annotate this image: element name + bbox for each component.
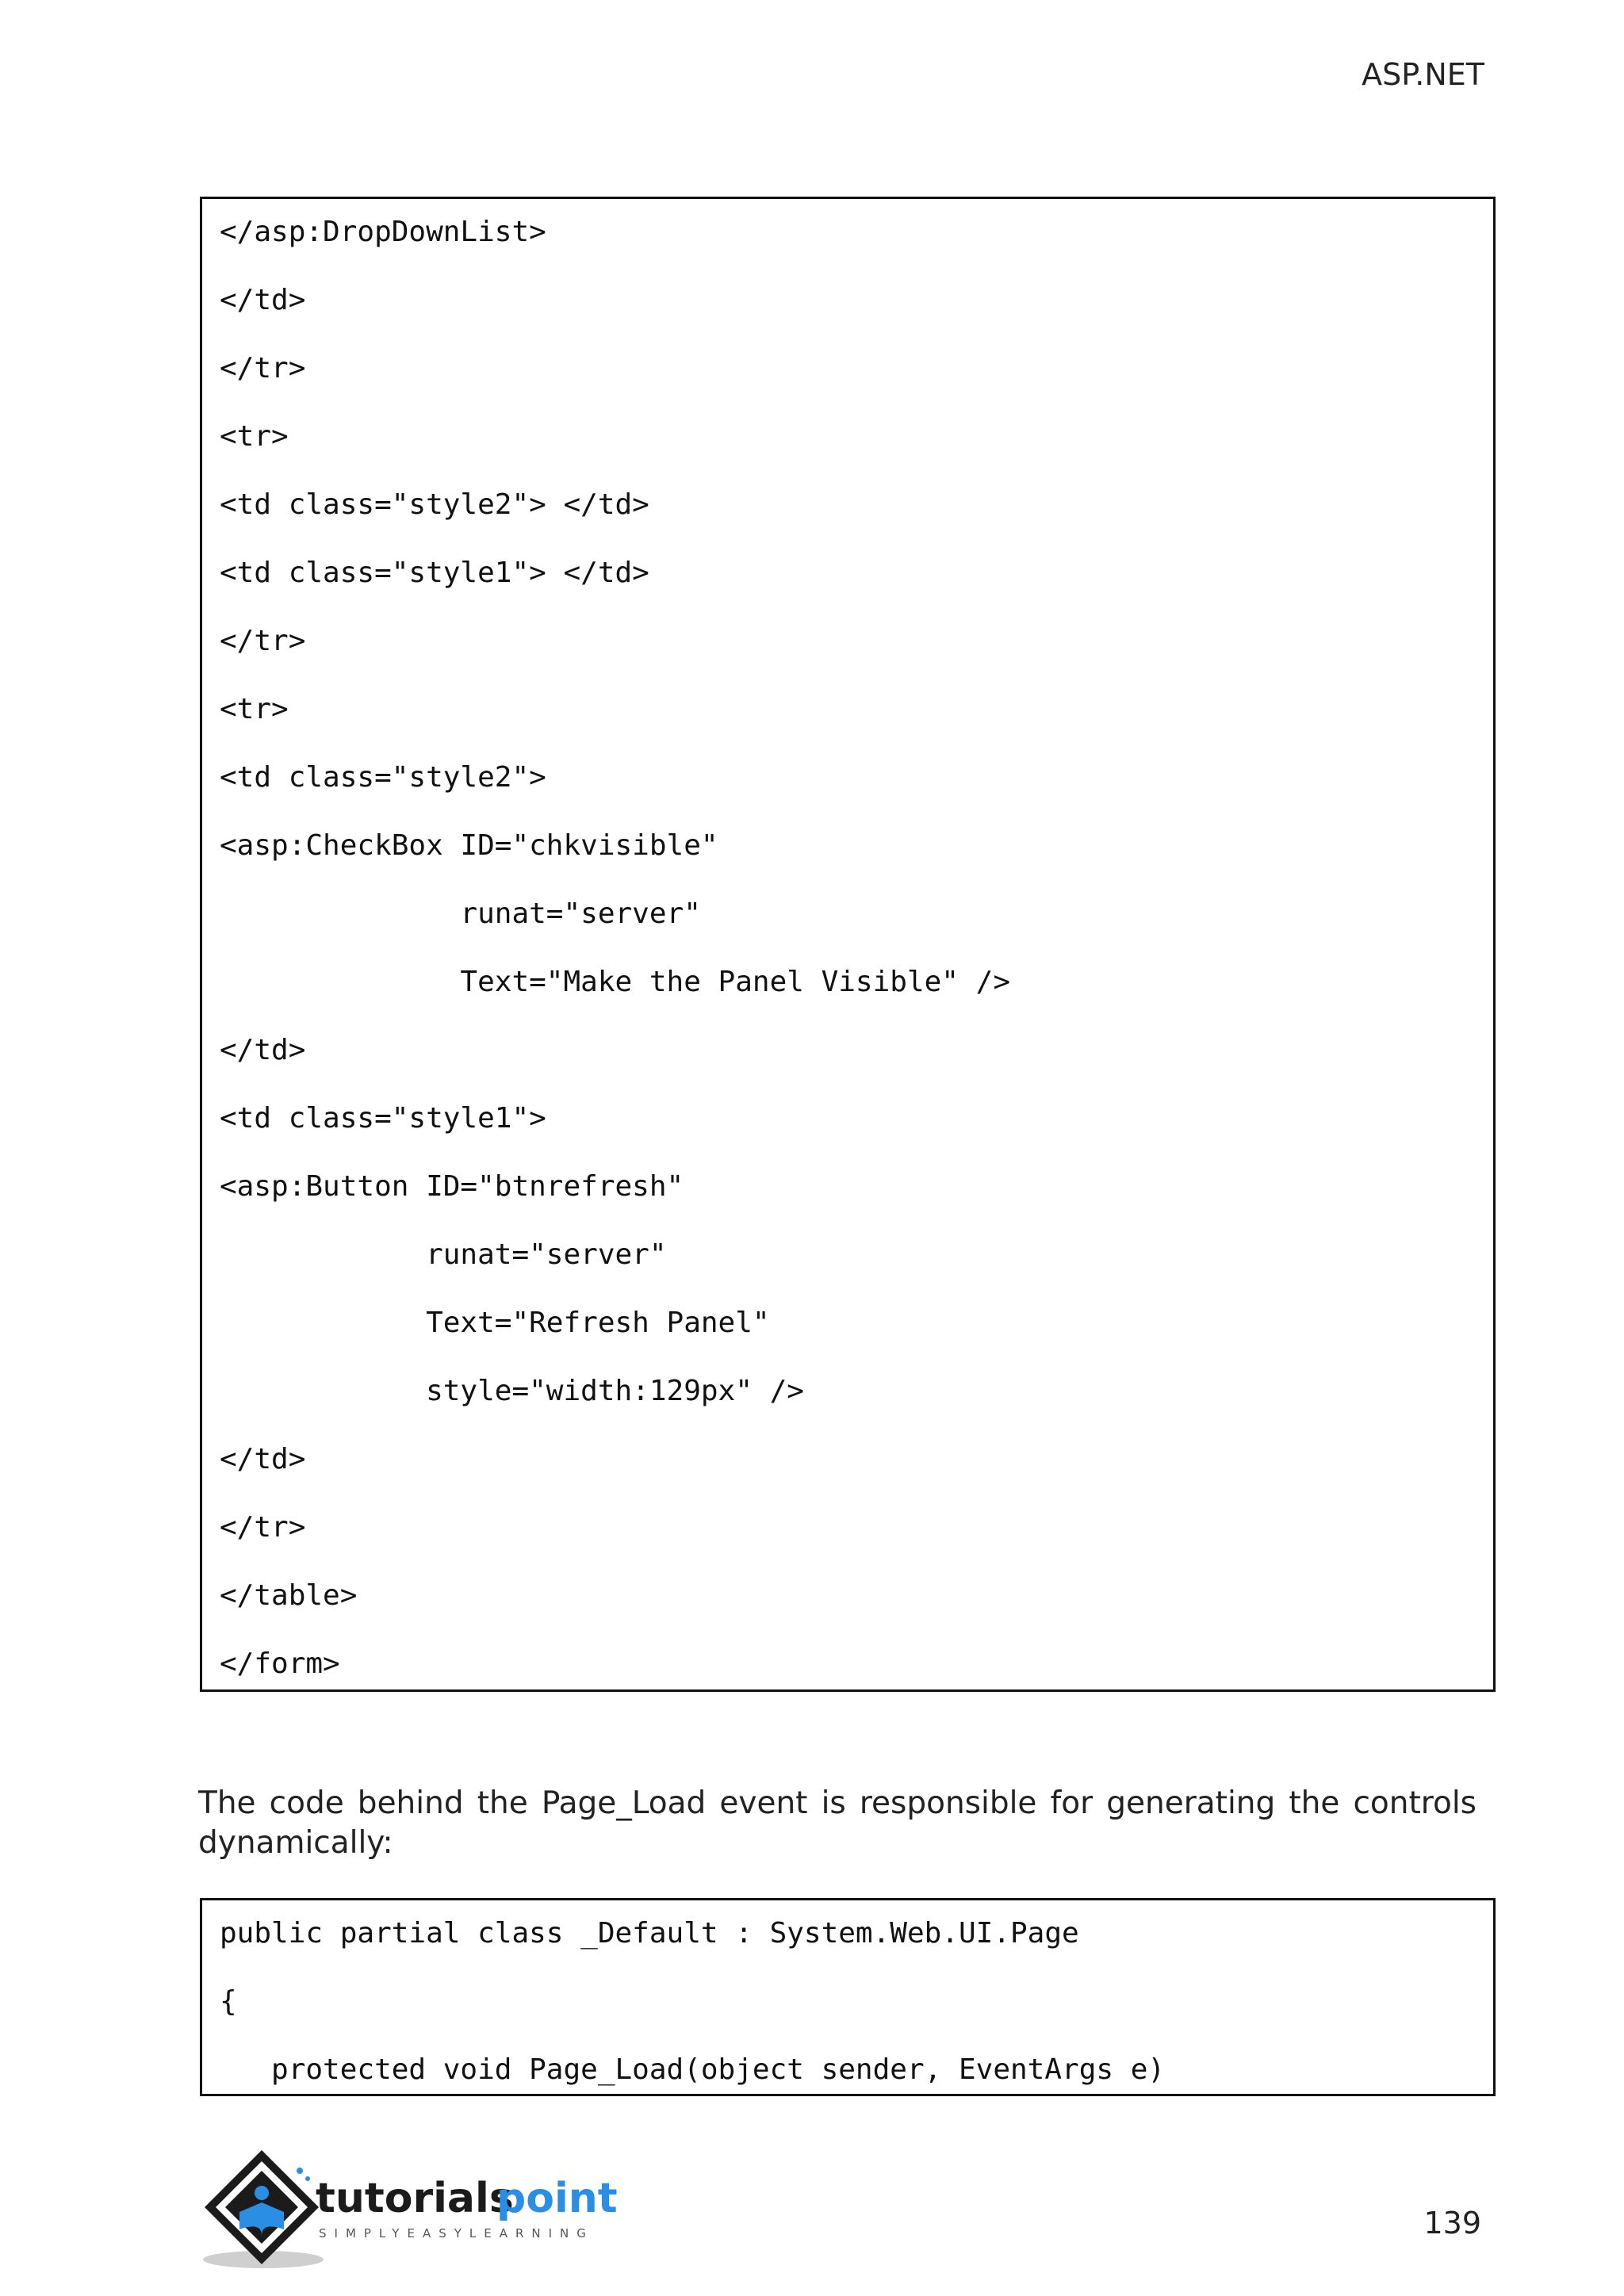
code-line: <td class="style1"> (220, 1102, 546, 1135)
code-line: public partial class _Default : System.Web.UI.Page (220, 1917, 1079, 1950)
code-line: </form> (220, 1647, 340, 1680)
code-line: runat="server" (220, 1238, 667, 1271)
page-number: 139 (1423, 2206, 1481, 2241)
code-line: </tr> (220, 352, 306, 385)
code-block-csharp (200, 1898, 1496, 2096)
logo-tagline: SIMPLYEASYLEARNING (319, 2226, 594, 2241)
code-line: </td> (220, 284, 306, 316)
code-line: Text="Make the Panel Visible" /> (220, 966, 1010, 998)
code-line: </table> (220, 1579, 358, 1612)
code-line: <td class="style1"> </td> (220, 557, 649, 589)
code-line: </td> (220, 1443, 306, 1475)
tutorialspoint-logo (198, 2147, 626, 2274)
code-line: <asp:CheckBox ID="chkvisible" (220, 829, 718, 862)
running-header: ASP.NET (1362, 57, 1484, 92)
body-paragraph: The code behind the Page_Load event is responsible for generating the controls dynamically: (198, 1785, 1477, 1861)
reader-head-icon (255, 2186, 269, 2200)
code-line: style="width:129px" /> (220, 1375, 804, 1407)
code-line: </tr> (220, 625, 306, 657)
code-line: <td class="style2"> (220, 761, 546, 794)
code-line: <td class="style2"> </td> (220, 488, 649, 521)
code-line: </td> (220, 1034, 306, 1066)
code-line: Text="Refresh Panel" (220, 1307, 770, 1339)
code-line: <tr> (220, 693, 289, 725)
logo-wordmark-blue: point (496, 2175, 618, 2222)
code-line: protected void Page_Load(object sender, EventArgs e) (220, 2053, 1166, 2086)
code-block-markup (200, 197, 1496, 1692)
code-line: { (220, 1985, 237, 2018)
code-line: </tr> (220, 1511, 306, 1544)
logo-wordmark-dark: tutorials (316, 2175, 514, 2222)
code-line: <asp:Button ID="btnrefresh" (220, 1170, 684, 1203)
code-line: </asp:DropDownList> (220, 216, 546, 248)
code-line: <tr> (220, 420, 289, 453)
code-line: runat="server" (220, 897, 701, 930)
